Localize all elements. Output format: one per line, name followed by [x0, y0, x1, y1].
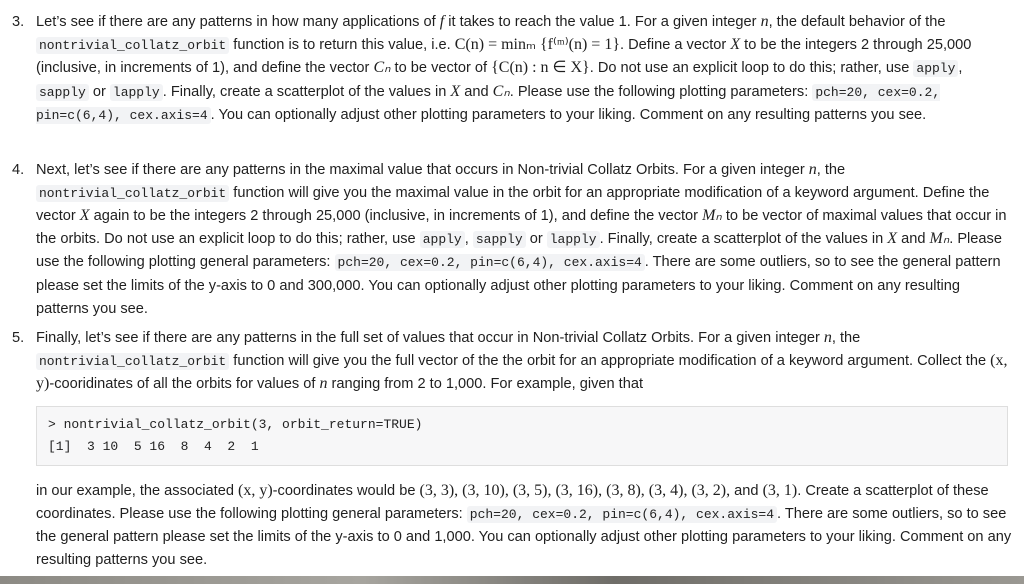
question-text: Finally, let’s see if there are any patterns in the full set of values that occur in Non-trivial Collatz Orbits. For a given integer n, the nontrivial_collatz_orbit function will give you the full vector of the the orbit for an appropriate modification of a keyword argument. Collect the (x, y)-cooridinates of all the orbits for values of n ranging from 2 to 1,000. For example, given that — [36, 329, 1008, 393]
math-coordinates: (3, 3), (3, 10), (3, 5), (3, 16), (3, 8), (3, 4), (3, 2), — [419, 482, 731, 499]
inline-code: nontrivial_collatz_orbit — [36, 185, 229, 202]
code-block — [36, 406, 1008, 466]
inline-code: nontrivial_collatz_orbit — [36, 37, 229, 54]
background-strip — [0, 576, 1024, 584]
inline-code: nontrivial_collatz_orbit — [36, 353, 229, 370]
question-text: Let’s see if there are any patterns in how many applications of f it takes to reach the value 1. For a given integer n, the default behavior of the nontrivial_collatz_orbit function is to return this value, i.e. C(n) = minₘ {f⁽ᵐ⁾(n) = 1}. Define a vector X to be the integers 2 through 25,000 (inclusive, in increments of 1), and define the vector Cₙ to be vector of {C(n) : n ∈ X}. Do not use an explicit loop to do this; rather, use apply , sapply or lapply . Finally, create a scatterplot of the values in X and Cₙ. Please use the following plotting parameters: pch=20, cex=0.2, pin=c(6,4), cex.axis=4 . You can optionally adjust other plotting parameters to your liking. Comment on any resulting patterns you see. — [36, 13, 972, 124]
code-line: [1] 3 10 5 16 8 4 2 1 — [48, 439, 259, 454]
inline-code: pch=20, cex=0.2, pin=c(6,4), cex.axis=4 — [36, 84, 941, 124]
question-3 — [12, 11, 1012, 128]
inline-code: apply — [913, 60, 958, 77]
inline-code: pch=20, cex=0.2, pin=c(6,4), cex.axis=4 — [467, 506, 777, 523]
question-text: Next, let’s see if there are any patterns in the maximal value that occurs in Non-trivial Collatz Orbits. For a given integer n, the nontrivial_collatz_orbit function will give you the maximal value in the orbit for an appropriate modification of a keyword argument. Define the vector X again to be the integers 2 through 25,000 (inclusive, in increments of 1), and define the vector Mₙ to be vector of maximal values that occur in the orbits. Do not use an explicit loop to do this; rather, use apply , sapply or lapply . Finally, create a scatterplot of the values in X and Mₙ. Please use the following plotting general parameters: pch=20, cex=0.2, pin=c(6,4), cex.axis=4 . There are some outliers, so to see the general pattern please set the limits of the y-axis to 0 and 300,000. You can optionally adjust other plotting parameters to your liking. Comment on any resulting patterns you see. — [36, 161, 1007, 317]
inline-code: sapply — [473, 231, 526, 248]
inline-code: pch=20, cex=0.2, pin=c(6,4), cex.axis=4 — [335, 254, 645, 271]
question-5-continued — [12, 480, 1012, 571]
inline-code: apply — [420, 231, 465, 248]
inline-code: sapply — [36, 84, 89, 101]
question-number: 3. — [12, 14, 25, 30]
question-number: 4. — [12, 162, 25, 178]
math-formula: C(n) = minₘ {f⁽ᵐ⁾(n) = 1} — [454, 35, 621, 53]
code-line: > nontrivial_collatz_orbit(3, orbit_return=TRUE) — [48, 417, 423, 432]
inline-code: lapply — [110, 84, 163, 101]
question-number: 5. — [12, 330, 25, 346]
question-4 — [12, 159, 1012, 320]
inline-code: lapply — [547, 231, 600, 248]
math-set: {C(n) : n ∈ X} — [491, 59, 590, 77]
question-5 — [12, 327, 1012, 396]
question-text: in our example, the associated (x, y)-coordinates would be (3, 3), (3, 10), (3, 5), (3, 16), (3, 8), (3, 4), (3, 2), and (3, 1). Create a scatterplot of these coordinates. Please use the following plotting general parameters: pch=20, cex=0.2, pin=c(6,4), cex.axis=4 . There are some outliers, so to see the general pattern please set the limits of the y-axis to 0 and 1,000. You can optionally adjust other plotting parameters to your liking. Comment on any resulting patterns you see. — [36, 482, 1012, 568]
